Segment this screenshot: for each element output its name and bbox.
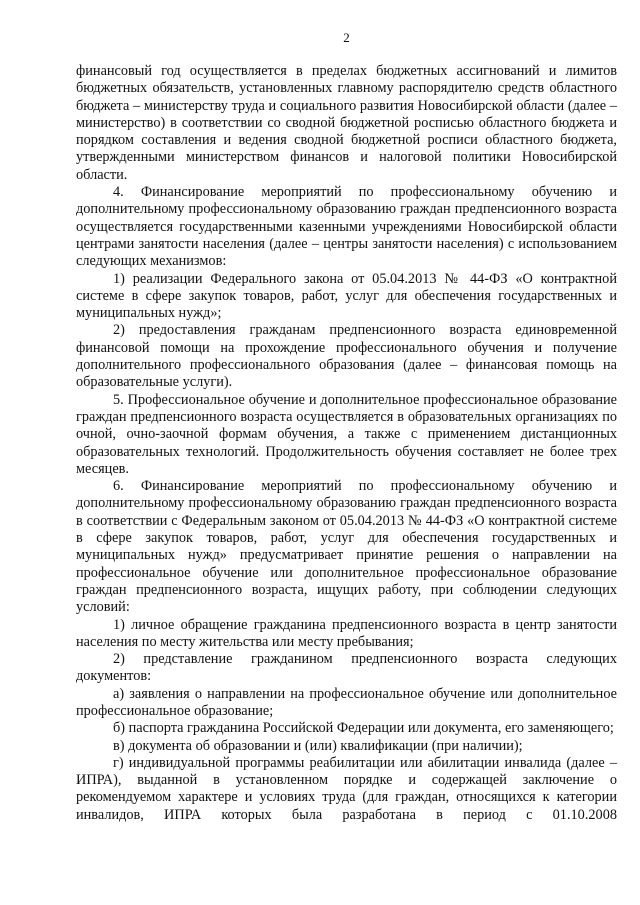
paragraph-8: 2) представление гражданином предпенсионного возраста следующих документов: — [76, 651, 617, 685]
paragraph-12: г) индивидуальной программы реабилитации или абилитации инвалида (далее – ИПРА), выданной в установленном порядке и содержащей заключение о рекомендуемом характере и условиях труда (для граждан, относящихся к категории инвалидов, ИПРА которых была разработана в период с 01.10.2008 — [76, 754, 617, 823]
paragraph-2: 4. Финансирование мероприятий по профессиональному обучению и дополнительному профессиональному образованию граждан предпенсионного возраста осуществляется государственными казенными учреждениями Новосибирской области центрами занятости населения (далее – центры занятости населения) с использованием следующих механизмов: — [76, 184, 617, 270]
paragraph-3: 1) реализации Федерального закона от 05.04.2013 № 44-ФЗ «О контрактной системе в сфере закупок товаров, работ, услуг для обеспечения государственных и муниципальных нужд»; — [76, 270, 617, 322]
paragraph-9: а) заявления о направлении на профессиональное обучение или дополнительное профессиональное образование; — [76, 685, 617, 719]
paragraph-4: 2) предоставления гражданам предпенсионного возраста единовременной финансовой помощи на прохождение профессионального обучения и получение дополнительного профессионального образования (далее – финансовая помощь на образовательные услуги). — [76, 322, 617, 391]
paragraph-6: 6. Финансирование мероприятий по профессиональному обучению и дополнительному профессиональному образованию граждан предпенсионного возраста в соответствии с Федеральным законом от 05.04.2013 № 44-ФЗ «О контрактной системе в сфере закупок товаров, работ, услуг для обеспечения государственных и муниципальных нужд» предусматривает принятие решения о направлении на профессиональное обучение или дополнительное профессиональное образование граждан предпенсионного возраста, ищущих работу, при соблюдении следующих условий: — [76, 478, 617, 616]
paragraph-7: 1) личное обращение гражданина предпенсионного возраста в центр занятости населения по месту жительства или месту пребывания; — [76, 616, 617, 650]
paragraph-5: 5. Профессиональное обучение и дополнительное профессиональное образование граждан предпенсионного возраста осуществляется в образовательных организациях по очной, очно-заочной формам обучения, а также с применением дистанционных образовательных технологий. Продолжительность обучения составляет не более трех месяцев. — [76, 391, 617, 477]
page-number: 2 — [343, 30, 350, 45]
paragraph-11: в) документа об образовании и (или) квалификации (при наличии); — [113, 737, 523, 754]
document-page — [76, 30, 617, 824]
paragraph-10: б) паспорта гражданина Российской Федерации или документа, его заменяющего; — [113, 720, 614, 737]
paragraph-1: финансовый год осуществляется в пределах бюджетных ассигнований и лимитов бюджетных обязательств, установленных главному распорядителю средств областного бюджета – министерству труда и социального развития Новосибирской области (далее – министерство) в соответствии со сводной бюджетной росписью областного бюджета и порядком составления и ведения сводной бюджетной росписи областного бюджета, утвержденными министерством финансов и налоговой политики Новосибирской области. — [76, 63, 617, 183]
document-body — [76, 63, 617, 824]
